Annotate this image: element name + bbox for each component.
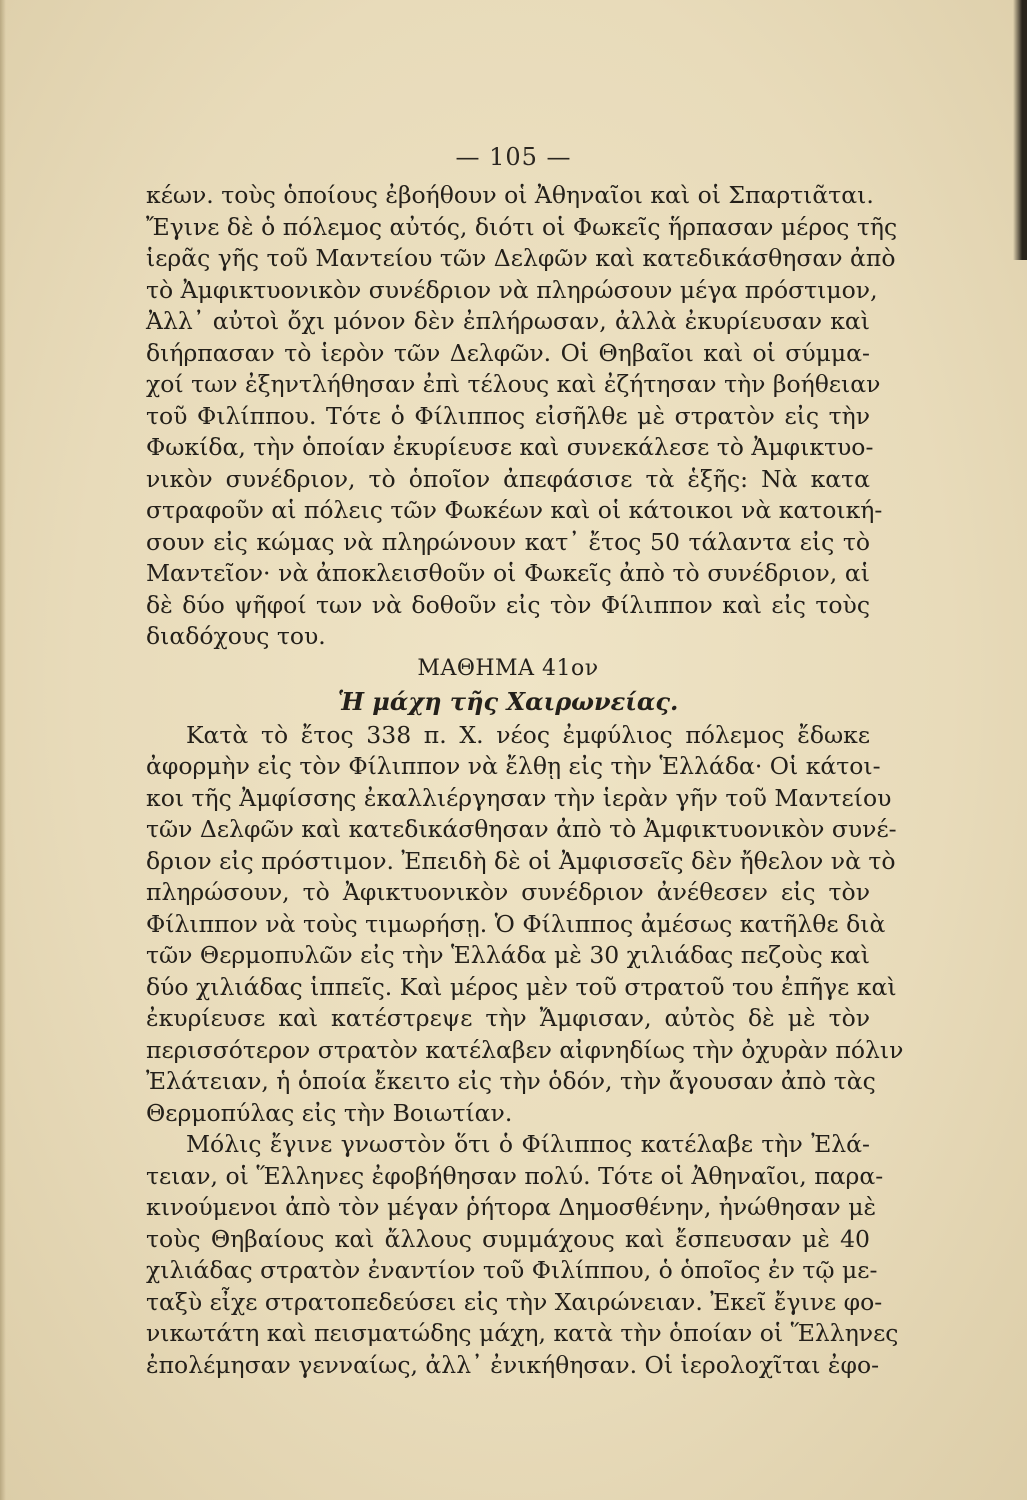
text-line: Φωκίδα, τὴν ὁποίαν ἐκυρίευσε καὶ συνεκάλεσε τὸ Ἀμφικτυο- [146, 433, 874, 461]
text-line: Ἐλάτειαν, ἡ ὁποία ἔκειτο εἰς τὴν ὁδόν, τὴν ἄγουσαν ἀπὸ τὰς [146, 1067, 876, 1095]
text-line: ἐπολέμησαν γενναίως, ἀλλ᾽ ἐνικήθησαν. Οἱ ἱερολοχῖται ἐφο- [146, 1350, 880, 1379]
text-line: χοί των ἐξηντλήθησαν ἐπὶ τέλους καὶ ἐζήτησαν τὴν βοήθειαν [146, 370, 881, 398]
text-line: δὲ δύο ψῆφοί των νὰ δοθοῦν εἰς τὸν Φίλιππον καὶ εἰς τοὺς [146, 590, 870, 619]
text-line: ἀφορμὴν εἰς τὸν Φίλιππον νὰ ἔλθῃ εἰς τὴν Ἑλλάδα· Οἱ κάτοι- [146, 752, 881, 780]
text-line: διήρπασαν τὸ ἱερὸν τῶν Δελφῶν. Οἱ Θηβαῖοι καὶ οἱ σύμμα- [146, 338, 870, 367]
text-line: Κατὰ τὸ ἔτος 338 π. Χ. νέος ἐμφύλιος πόλεμος ἔδωκε [186, 720, 870, 749]
text-line: τοῦ Φιλίππου. Τότε ὁ Φίλιππος εἰσῆλθε μὲ στρατὸν εἰς τὴν [146, 401, 870, 430]
text-line: τὸ Ἀμφικτυονικὸν συνέδριον νὰ πληρώσουν μέγα πρόστιμον, [146, 275, 878, 304]
text-line: Φίλιππον νὰ τοὺς τιμωρήσῃ. Ὁ Φίλιππος ἀμέσως κατῆλθε διὰ [146, 909, 886, 938]
lesson-title: Ἡ μάχη τῆς Χαιρωνείας. [337, 687, 679, 716]
text-line: πληρώσουν, τὸ Ἀφικτυονικὸν συνέδριον ἀνέθεσεν εἰς τὸν [146, 878, 870, 906]
text-line: ἐκυρίευσε καὶ κατέστρεψε τὴν Ἄμφισαν, αὐτὸς δὲ μὲ τὸν [146, 1004, 870, 1032]
text-line: κέων. τοὺς ὁποίους ἐβοήθουν οἱ Ἀθηναῖοι καὶ οἱ Σπαρτιᾶται. [146, 181, 874, 209]
text-line: κινούμενοι ἀπὸ τὸν μέγαν ῥήτορα Δημοσθένην, ἠνώθησαν μὲ [146, 1193, 877, 1221]
page-number: — 105 — [455, 143, 572, 171]
text-line: Μόλις ἔγινε γνωστὸν ὅτι ὁ Φίλιππος κατέλαβε τὴν Ἐλά- [186, 1130, 870, 1158]
page-left-edge-shadow [0, 0, 6, 1500]
paragraph-2 [146, 720, 904, 1130]
text-line: Ἀλλ᾽ αὐτοὶ ὄχι μόνον δὲν ἐπλήρωσαν, ἀλλὰ ἐκυρίευσαν καὶ [146, 307, 870, 335]
text-line: δριον εἰς πρόστιμον. Ἐπειδὴ δὲ οἱ Ἀμφισσεῖς δὲν ἤθελον νὰ τὸ [146, 846, 896, 875]
body-text [146, 180, 904, 1381]
text-line: σουν εἰς κώμας νὰ πληρώνουν κατ᾽ ἔτος 50 τάλαντα εἰς τὸ [146, 527, 870, 556]
text-line: κοι τῆς Ἀμφίσσης ἐκαλλιέργησαν τὴν ἱερὰν γῆν τοῦ Μαντείου [146, 783, 892, 812]
text-line: τῶν Δελφῶν καὶ κατεδικάσθησαν ἀπὸ τὸ Ἀμφικτυονικὸν συνέ- [146, 815, 897, 843]
text-line: Θερμοπύλας εἰς τὴν Βοιωτίαν. [146, 1098, 513, 1127]
paragraph-1 [146, 180, 898, 653]
text-line: νικωτάτη καὶ πεισματώδης μάχη, κατὰ τὴν ὁποίαν οἱ Ἕλληνες [146, 1319, 899, 1347]
text-line: τειαν, οἱ Ἕλληνες ἐφοβήθησαν πολύ. Τότε οἱ Ἀθηναῖοι, παρα- [146, 1161, 884, 1190]
text-line: στραφοῦν αἱ πόλεις τῶν Φωκέων καὶ οἱ κάτοικοι νὰ κατοική- [146, 496, 883, 524]
text-line: νικὸν συνέδριον, τὸ ὁποῖον ἀπεφάσισε τὰ ἑξῆς: Νὰ κατα [146, 464, 870, 493]
text-line: περισσότερον στρατὸν κατέλαβεν αἰφνηδίως τὴν ὀχυρὰν πόλιν [146, 1035, 904, 1064]
text-line: διαδόχους του. [146, 622, 326, 650]
text-line: Ἔγινε δὲ ὁ πόλεμος αὐτός, διότι οἱ Φωκεῖς ἥρπασαν μέρος τῆς [146, 212, 898, 241]
text-line: ταξὺ εἶχε στρατοπεδεύσει εἰς τὴν Χαιρώνειαν. Ἐκεῖ ἔγινε φο- [146, 1287, 883, 1316]
text-line: Μαντεῖον· νὰ ἀποκλεισθοῦν οἱ Φωκεῖς ἀπὸ τὸ συνέδριον, αἱ [146, 559, 870, 587]
text-line: δύο χιλιάδας ἱππεῖς. Καὶ μέρος μὲν τοῦ στρατοῦ του ἐπῆγε καὶ [146, 972, 897, 1001]
page-right-edge-shadow [1013, 0, 1027, 260]
text-line: χιλιάδας στρατὸν ἐναντίον τοῦ Φιλίππου, ὁ ὁποῖος ἐν τῷ με- [146, 1256, 878, 1284]
text-line: τοὺς Θηβαίους καὶ ἄλλους συμμάχους καὶ ἔσπευσαν μὲ 40 [146, 1224, 870, 1253]
paragraph-3 [146, 1129, 899, 1381]
text-line: τῶν Θερμοπυλῶν εἰς τὴν Ἑλλάδα μὲ 30 χιλιάδας πεζοὺς καὶ [146, 941, 870, 969]
lesson-heading: ΜΑΘΗΜΑ 41ον [417, 655, 599, 681]
text-line: ἱερᾶς γῆς τοῦ Μαντείου τῶν Δελφῶν καὶ κατεδικάσθησαν ἀπὸ [146, 244, 896, 272]
